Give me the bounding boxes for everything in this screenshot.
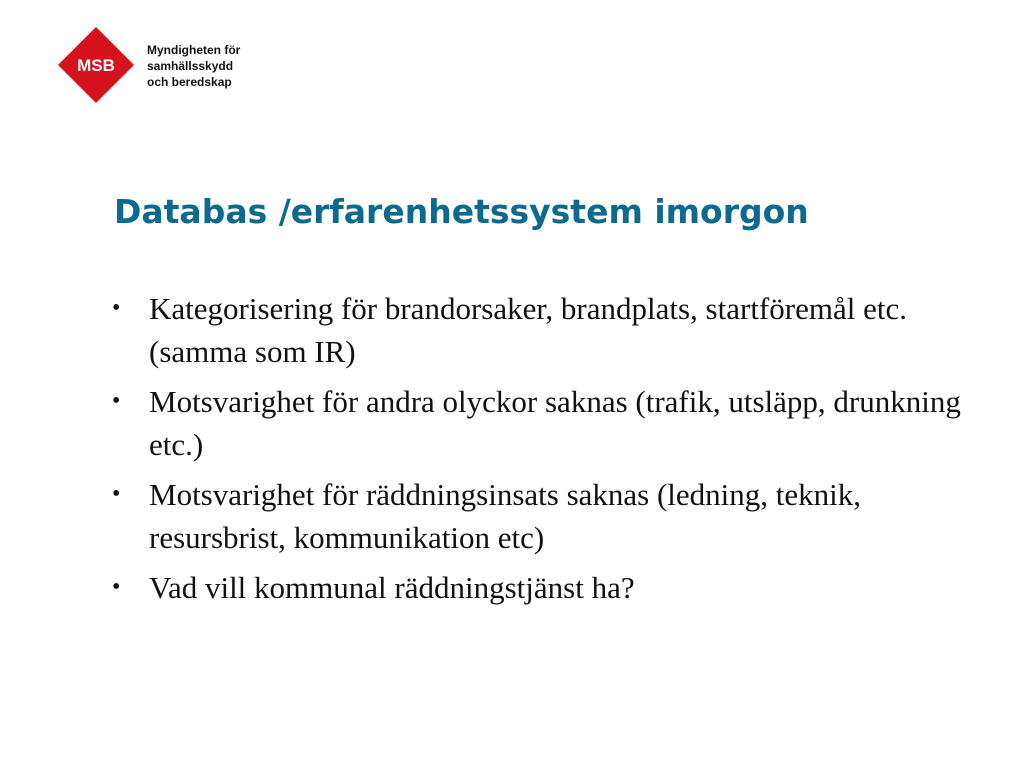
- bullet-marker: •: [112, 295, 121, 321]
- bullet-marker: •: [112, 481, 121, 507]
- bullet-marker: •: [112, 574, 121, 600]
- bullet-text: Motsvarighet för räddningsinsats saknas (ledning, teknik, resursbrist, kommunikation etc): [149, 477, 862, 555]
- bullet-marker: •: [112, 388, 121, 414]
- slide-title: Databas /erfarenhetssystem imorgon: [114, 192, 809, 231]
- logo-text: MSB: [77, 56, 115, 75]
- bullet-text: Kategorisering för brandorsaker, brandplats, startföremål etc. (samma som IR): [149, 291, 907, 369]
- msb-logo: [58, 27, 134, 103]
- bullet-text: Vad vill kommunal räddningstjänst ha?: [149, 570, 635, 605]
- agency-name-line: Myndigheten för: [147, 43, 241, 57]
- bullet-item: [112, 566, 972, 609]
- agency-name-line: och beredskap: [147, 75, 232, 89]
- bullet-item: [112, 287, 972, 373]
- bullet-item: [112, 473, 972, 559]
- bullet-list: [112, 287, 972, 616]
- bullet-text: Motsvarighet för andra olyckor saknas (trafik, utsläpp, drunkning etc.): [149, 384, 961, 462]
- agency-name-line: samhällsskydd: [147, 59, 234, 73]
- bullet-item: [112, 380, 972, 466]
- agency-name: [147, 42, 240, 90]
